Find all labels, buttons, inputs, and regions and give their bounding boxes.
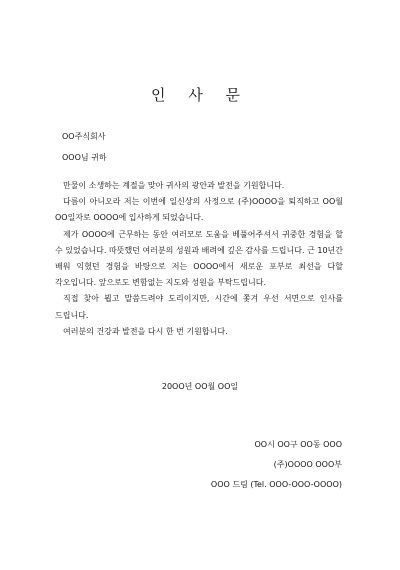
paragraph-job-change: 다름이 아니오라 저는 이번에 일신상의 사정으로 (주)OOOO을 퇴직하고 OO월 OO일자로 OOOO에 입사하게 되었습니다. (55, 197, 343, 223)
paragraph-gratitude: 제가 OOOO에 근무하는 동안 여러모로 도움을 베풀어주셔서 귀중한 경험을 할 수 있었습니다. 따뜻했던 여러분의 성원과 배려에 깊은 감사를 드립니다. 근 10년간 배워 익혔던 경험을 바탕으로 저는 OOOO에서 새로운 포부로 최선을 다할 각오입니다. 앞으로도 변함없는 지도와 성원을 부탁드립니다. (55, 229, 343, 288)
paragraph-closing: 여러분의 건강과 발전을 다시 한 번 기원합니다. (63, 326, 228, 336)
sender-block (211, 435, 342, 495)
sender-address: OO시 OO구 OO동 OOO (254, 440, 342, 449)
document-title: 인 사 문 (150, 86, 249, 104)
recipient-block (62, 126, 107, 168)
paragraph-greeting: 만물이 소생하는 계절을 맞아 귀사의 광안과 발전을 기원합니다. (63, 181, 285, 190)
sender-company: (주)OOOO OOO부 (273, 460, 342, 469)
letter-body (55, 178, 343, 340)
paragraph-apology: 직접 찾아 뵙고 말씀드려야 도리이지만, 시간에 쫓겨 우선 서면으로 인사를 드립니다. (55, 294, 343, 320)
letter-date: 20OO년 OO월 OO일 (161, 382, 239, 391)
sender-name-tel: OOO 드림 (Tel. OOO-OOO-OOOO) (210, 480, 342, 489)
recipient-person: OOO님 귀하 (62, 153, 107, 162)
recipient-company: OO주식회사 (62, 132, 106, 141)
